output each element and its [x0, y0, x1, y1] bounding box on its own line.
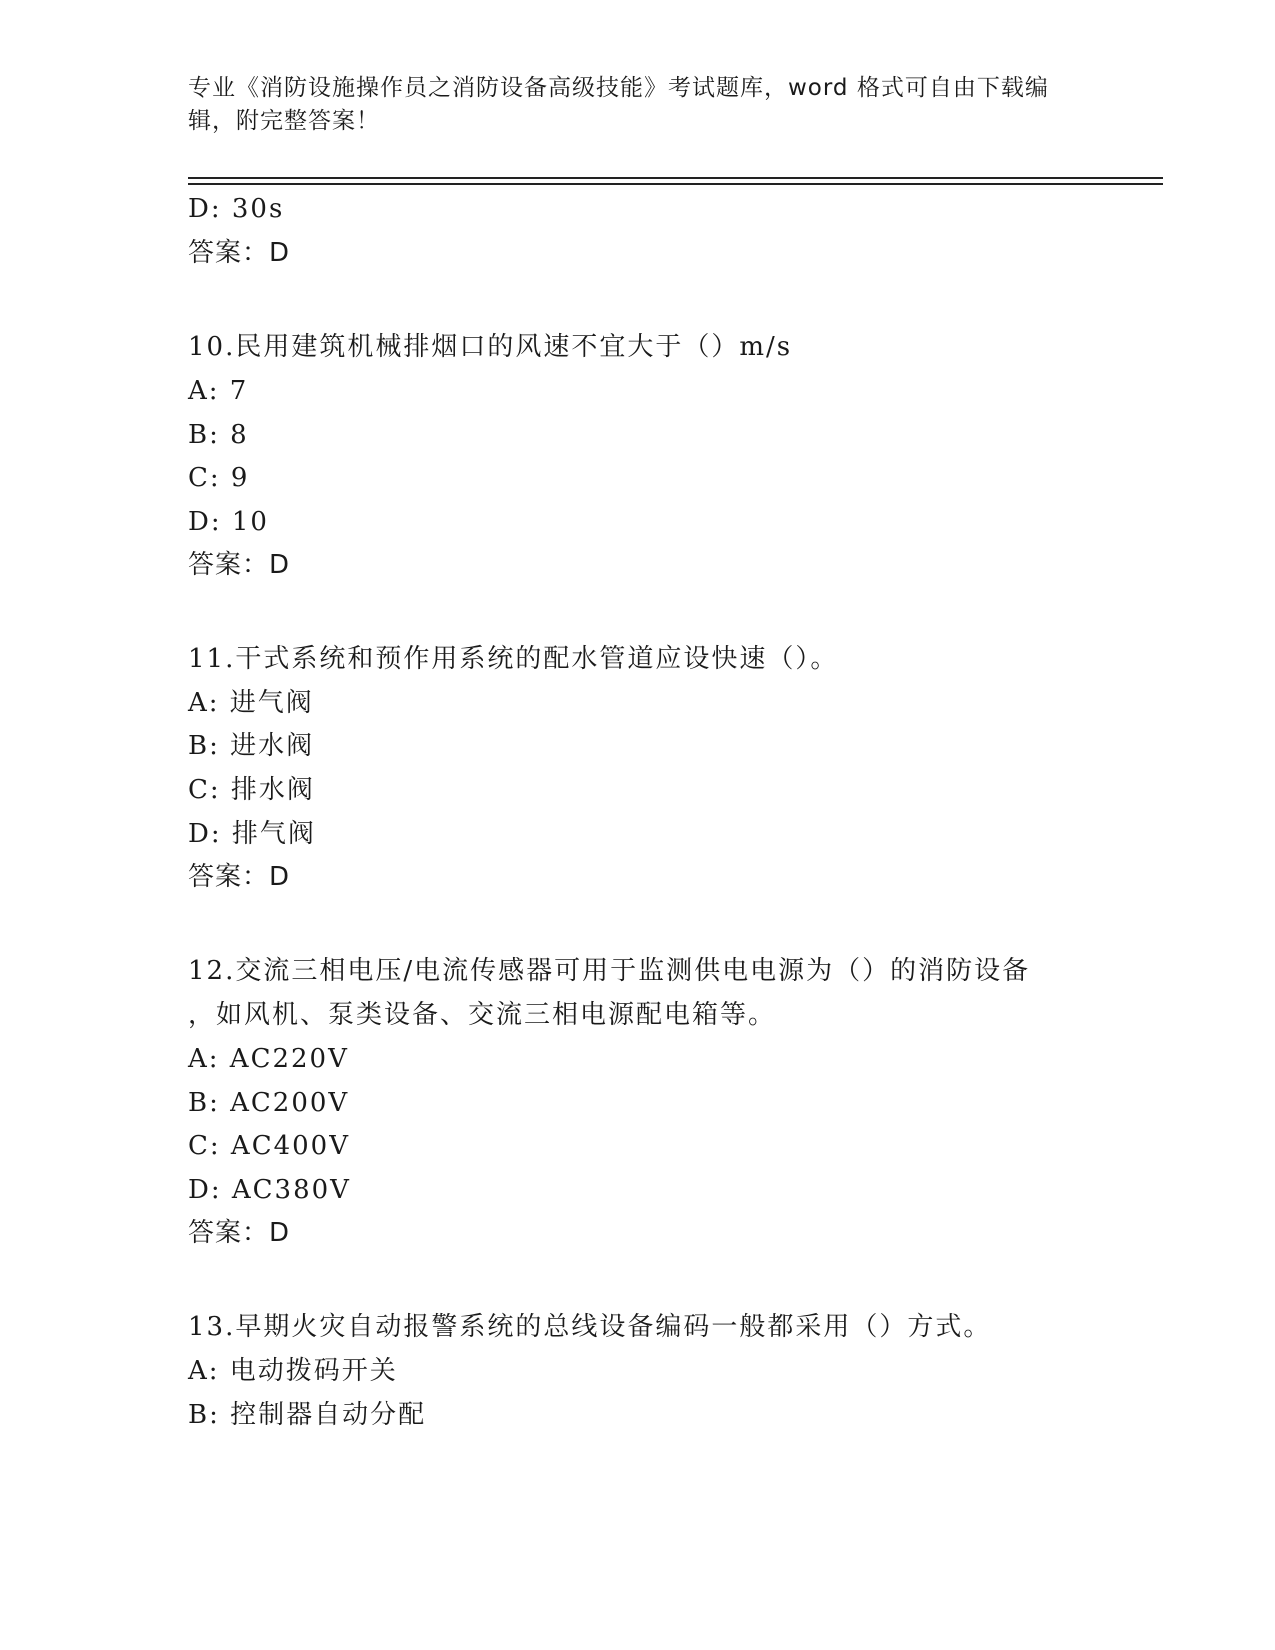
- question-12-option-d: D: AC380V: [188, 1175, 351, 1205]
- question-11-answer: 答案：D: [188, 862, 291, 892]
- question-13-option-b: B: 控制器自动分配: [188, 1400, 427, 1430]
- question-11-text: 11.干式系统和预作用系统的配水管道应设快速（）。: [188, 644, 839, 674]
- question-11-option-c: C: 排水阀: [188, 775, 315, 805]
- question-10-option-c: C: 9: [188, 463, 250, 493]
- question-11-option-d: D: 排气阀: [188, 819, 316, 849]
- prev-answer: 答案：D: [188, 238, 291, 268]
- question-12-text-cont: ，如风机、泵类设备、交流三相电源配电箱等。: [188, 1000, 777, 1030]
- header-line-1: 专业《消防设施操作员之消防设备高级技能》考试题库，word 格式可自由下载编: [188, 75, 1049, 101]
- document-header: [188, 72, 1088, 138]
- question-12-option-b: B: AC200V: [188, 1088, 350, 1118]
- question-12-option-a: A: AC220V: [188, 1044, 349, 1074]
- question-12-text: 12.交流三相电压/电流传感器可用于监测供电电源为（）的消防设备: [188, 956, 1031, 986]
- header-divider-top: [188, 177, 1163, 179]
- question-12-option-c: C: AC400V: [188, 1131, 350, 1161]
- question-11-option-a: A: 进气阀: [188, 688, 314, 718]
- question-11-option-b: B: 进水阀: [188, 731, 315, 761]
- question-10-option-d: D: 10: [188, 507, 269, 537]
- header-divider-bottom: [188, 183, 1163, 185]
- question-13-option-a: A: 电动拨码开关: [188, 1356, 398, 1386]
- header-line-2: 辑，附完整答案！: [188, 108, 380, 134]
- question-10-answer: 答案：D: [188, 550, 291, 580]
- question-12-answer: 答案：D: [188, 1218, 291, 1248]
- prev-option-d: D: 30s: [188, 194, 285, 224]
- question-13-text: 13.早期火灾自动报警系统的总线设备编码一般都采用（）方式。: [188, 1312, 992, 1342]
- question-10-option-a: A: 7: [188, 376, 249, 406]
- question-10-text: 10.民用建筑机械排烟口的风速不宜大于（）m/s: [188, 332, 793, 362]
- question-10-option-b: B: 8: [188, 420, 249, 450]
